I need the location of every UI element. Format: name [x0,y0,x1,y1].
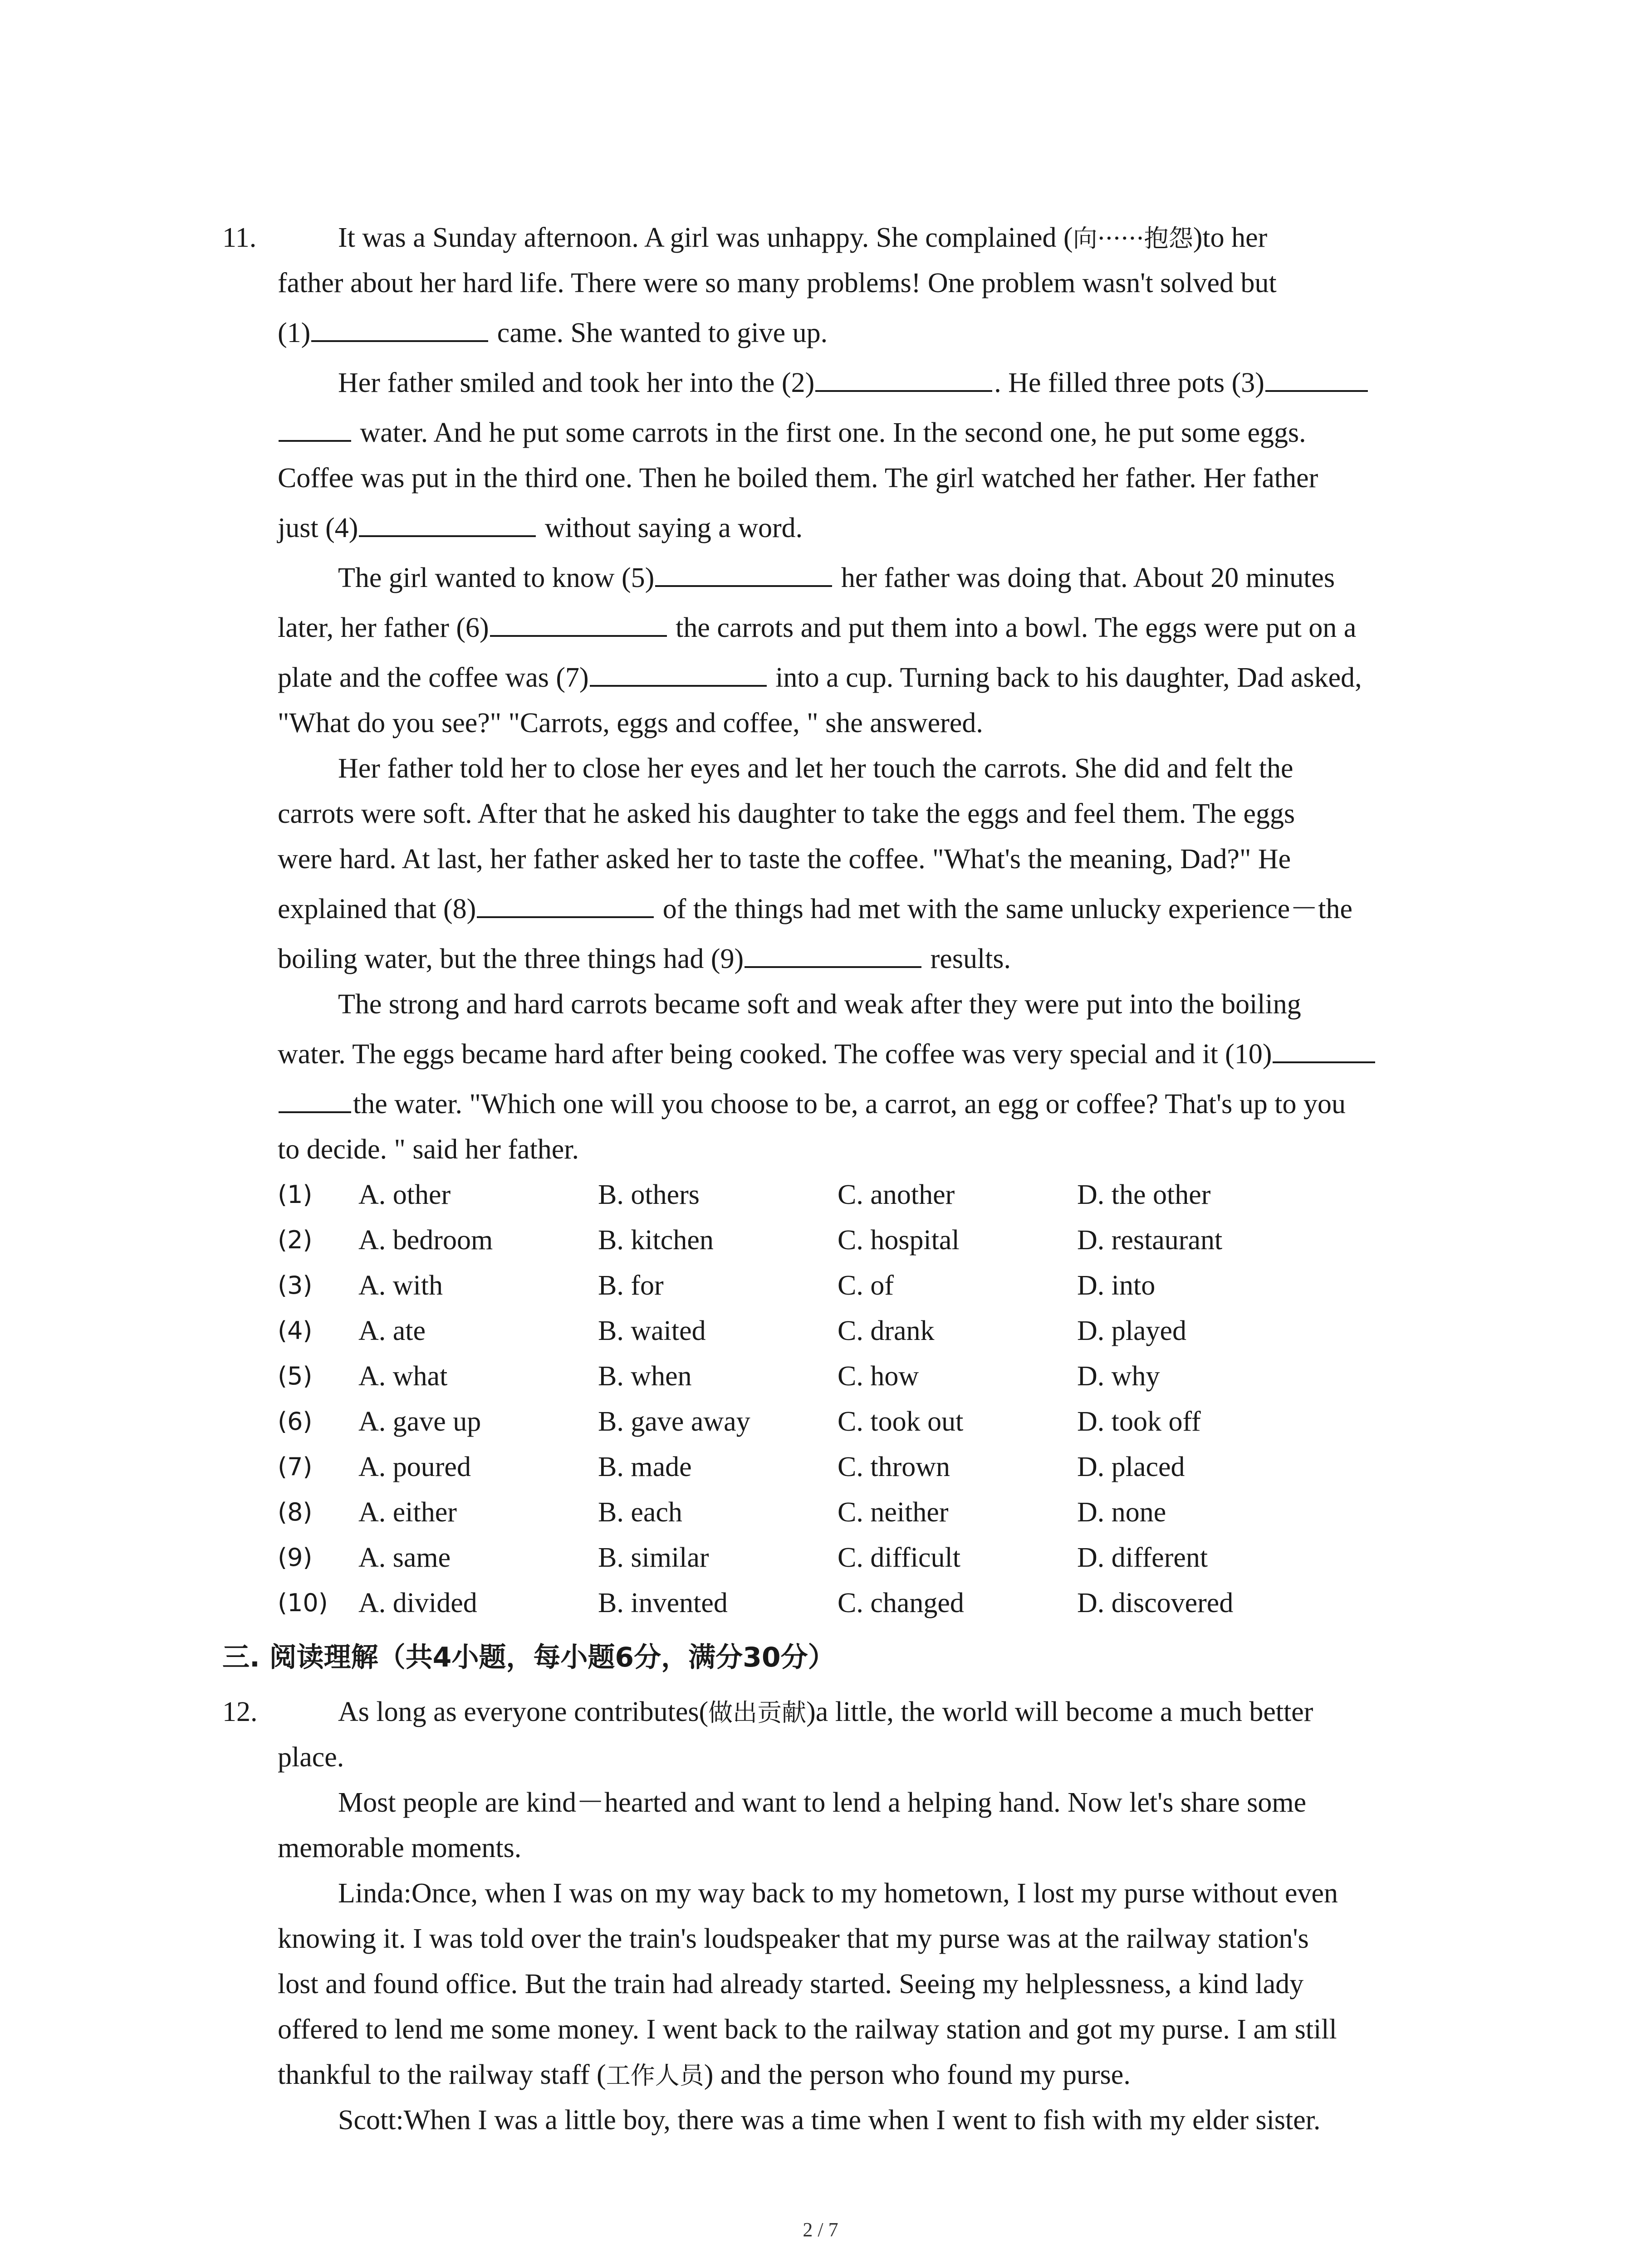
option-a[interactable]: A. same [358,1542,451,1573]
option-c[interactable]: C. how [838,1361,919,1392]
option-d[interactable]: D. restaurant [1077,1225,1223,1256]
option-a[interactable]: A. poured [358,1452,471,1482]
passage-line: father about her hard life. There were so many problems! One problem wasn't solved but [278,268,1277,298]
option-b[interactable]: B. each [598,1497,682,1528]
passage-line: the water. "Which one will you choose to be, a carrot, an egg or coffee? That's up to you [278,1081,1475,1127]
passage-line: The girl wanted to know (5) her father was doing that. About 20 minutes [338,555,1472,601]
passage-line: It was a Sunday afternoon. A girl was unhappy. She complained (向······抱怨)to her [338,222,1268,253]
option-c[interactable]: C. hospital [838,1225,960,1256]
option-b[interactable]: B. kitchen [598,1225,714,1256]
option-c[interactable]: C. drank [838,1315,935,1346]
option-a[interactable]: A. what [358,1361,448,1392]
passage-line: (1) came. She wanted to give up. [278,310,1475,356]
option-number: (10) [278,1589,328,1617]
option-a[interactable]: A. either [358,1497,457,1528]
answer-blank[interactable] [477,888,654,918]
option-a[interactable]: A. divided [358,1588,477,1618]
option-a[interactable]: A. bedroom [358,1225,493,1256]
option-b[interactable]: B. invented [598,1588,728,1618]
passage-line: water. The eggs became hard after being cooked. The coffee was very special and it (10) [278,1031,1475,1077]
answer-blank[interactable] [359,507,536,537]
option-d[interactable]: D. discovered [1077,1588,1234,1618]
option-d[interactable]: D. different [1077,1542,1208,1573]
option-a[interactable]: A. with [358,1270,443,1301]
answer-blank[interactable] [490,607,667,637]
option-d[interactable]: D. none [1077,1497,1166,1528]
answer-blank[interactable] [655,557,832,587]
option-number: (3) [278,1271,313,1300]
question-number: 12. [222,1696,258,1727]
option-a[interactable]: A. gave up [358,1406,481,1437]
passage-line: explained that (8) of the things had met with the same unlucky experience－the [278,886,1475,932]
question-number: 11. [222,222,257,253]
option-d[interactable]: D. the other [1077,1179,1211,1210]
option-b[interactable]: B. when [598,1361,692,1392]
answer-blank[interactable] [590,657,767,687]
answer-blank[interactable] [1265,362,1368,392]
option-c[interactable]: C. difficult [838,1542,960,1573]
option-c[interactable]: C. thrown [838,1452,950,1482]
passage-line: later, her father (6) the carrots and put them into a bowl. The eggs were put on a [278,605,1475,650]
option-number: (2) [278,1226,313,1254]
option-number: (7) [278,1452,313,1481]
option-d[interactable]: D. into [1077,1270,1156,1301]
passage-line: to decide. " said her father. [278,1134,579,1165]
passage-line: lost and found office. But the train had already started. Seeing my helplessness, a kind lady [278,1969,1304,1999]
passage-line: Her father smiled and took her into the (2) . He filled three pots (3) [338,360,1472,406]
passage-line: The strong and hard carrots became soft and weak after they were put into the boiling [338,989,1301,1020]
option-b[interactable]: B. made [598,1452,692,1482]
option-d[interactable]: D. took off [1077,1406,1201,1437]
passage-line: boiling water, but the three things had (9) results. [278,936,1475,982]
answer-blank[interactable] [279,412,351,442]
option-b[interactable]: B. others [598,1179,700,1210]
answer-blank[interactable] [815,362,992,392]
option-d[interactable]: D. why [1077,1361,1160,1392]
answer-blank[interactable] [745,938,921,968]
option-number: (8) [278,1498,313,1526]
page-number: 2 / 7 [803,2219,838,2241]
option-c[interactable]: C. took out [838,1406,964,1437]
passage-line: As long as everyone contributes(做出贡献)a little, the world will become a much better [338,1696,1313,1727]
answer-blank[interactable] [279,1083,351,1113]
answer-blank[interactable] [311,312,488,342]
option-number: (9) [278,1543,313,1572]
passage-line: were hard. At last, her father asked her to taste the coffee. "What's the meaning, Dad?" He [278,844,1291,875]
option-a[interactable]: A. other [358,1179,451,1210]
passage-line: Coffee was put in the third one. Then he boiled them. The girl watched her father. Her father [278,463,1318,494]
passage-line: Scott:When I was a little boy, there was a time when I went to fish with my elder sister. [338,2105,1321,2136]
passage-line: Most people are kind－hearted and want to lend a helping hand. Now let's share some [338,1787,1307,1818]
option-b[interactable]: B. gave away [598,1406,750,1437]
passage-line: Her father told her to close her eyes and let her touch the carrots. She did and felt the [338,753,1293,784]
answer-blank[interactable] [1273,1033,1375,1063]
passage-line: offered to lend me some money. I went back to the railway station and got my purse. I am still [278,2014,1337,2045]
passage-line: Linda:Once, when I was on my way back to my hometown, I lost my purse without even [338,1878,1338,1909]
option-c[interactable]: C. changed [838,1588,964,1618]
passage-line: memorable moments. [278,1833,522,1863]
passage-line: knowing it. I was told over the train's loudspeaker that my purse was at the railway station's [278,1923,1309,1954]
passage-line: carrots were soft. After that he asked his daughter to take the eggs and feel them. The eggs [278,798,1295,829]
passage-line: "What do you see?" "Carrots, eggs and coffee, " she answered. [278,708,983,738]
passage-line: place. [278,1742,344,1773]
passage-line: plate and the coffee was (7) into a cup. Turning back to his daughter, Dad asked, [278,655,1475,700]
option-a[interactable]: A. ate [358,1315,426,1346]
option-b[interactable]: B. similar [598,1542,709,1573]
option-c[interactable]: C. neither [838,1497,949,1528]
section-heading: 三. 阅读理解（共4小题，每小题6分，满分30分） [222,1642,835,1673]
option-number: (1) [278,1180,313,1209]
option-number: (5) [278,1362,313,1390]
option-b[interactable]: B. waited [598,1315,706,1346]
option-c[interactable]: C. another [838,1179,955,1210]
option-number: (6) [278,1407,313,1436]
option-b[interactable]: B. for [598,1270,664,1301]
passage-line: just (4) without saying a word. [278,505,1475,551]
passage-line: thankful to the railway staff (工作人员) and the person who found my purse. [278,2059,1131,2090]
passage-line: water. And he put some carrots in the first one. In the second one, he put some eggs. [278,410,1475,455]
option-d[interactable]: D. placed [1077,1452,1185,1482]
option-c[interactable]: C. of [838,1270,894,1301]
option-number: (4) [278,1316,313,1345]
option-d[interactable]: D. played [1077,1315,1187,1346]
